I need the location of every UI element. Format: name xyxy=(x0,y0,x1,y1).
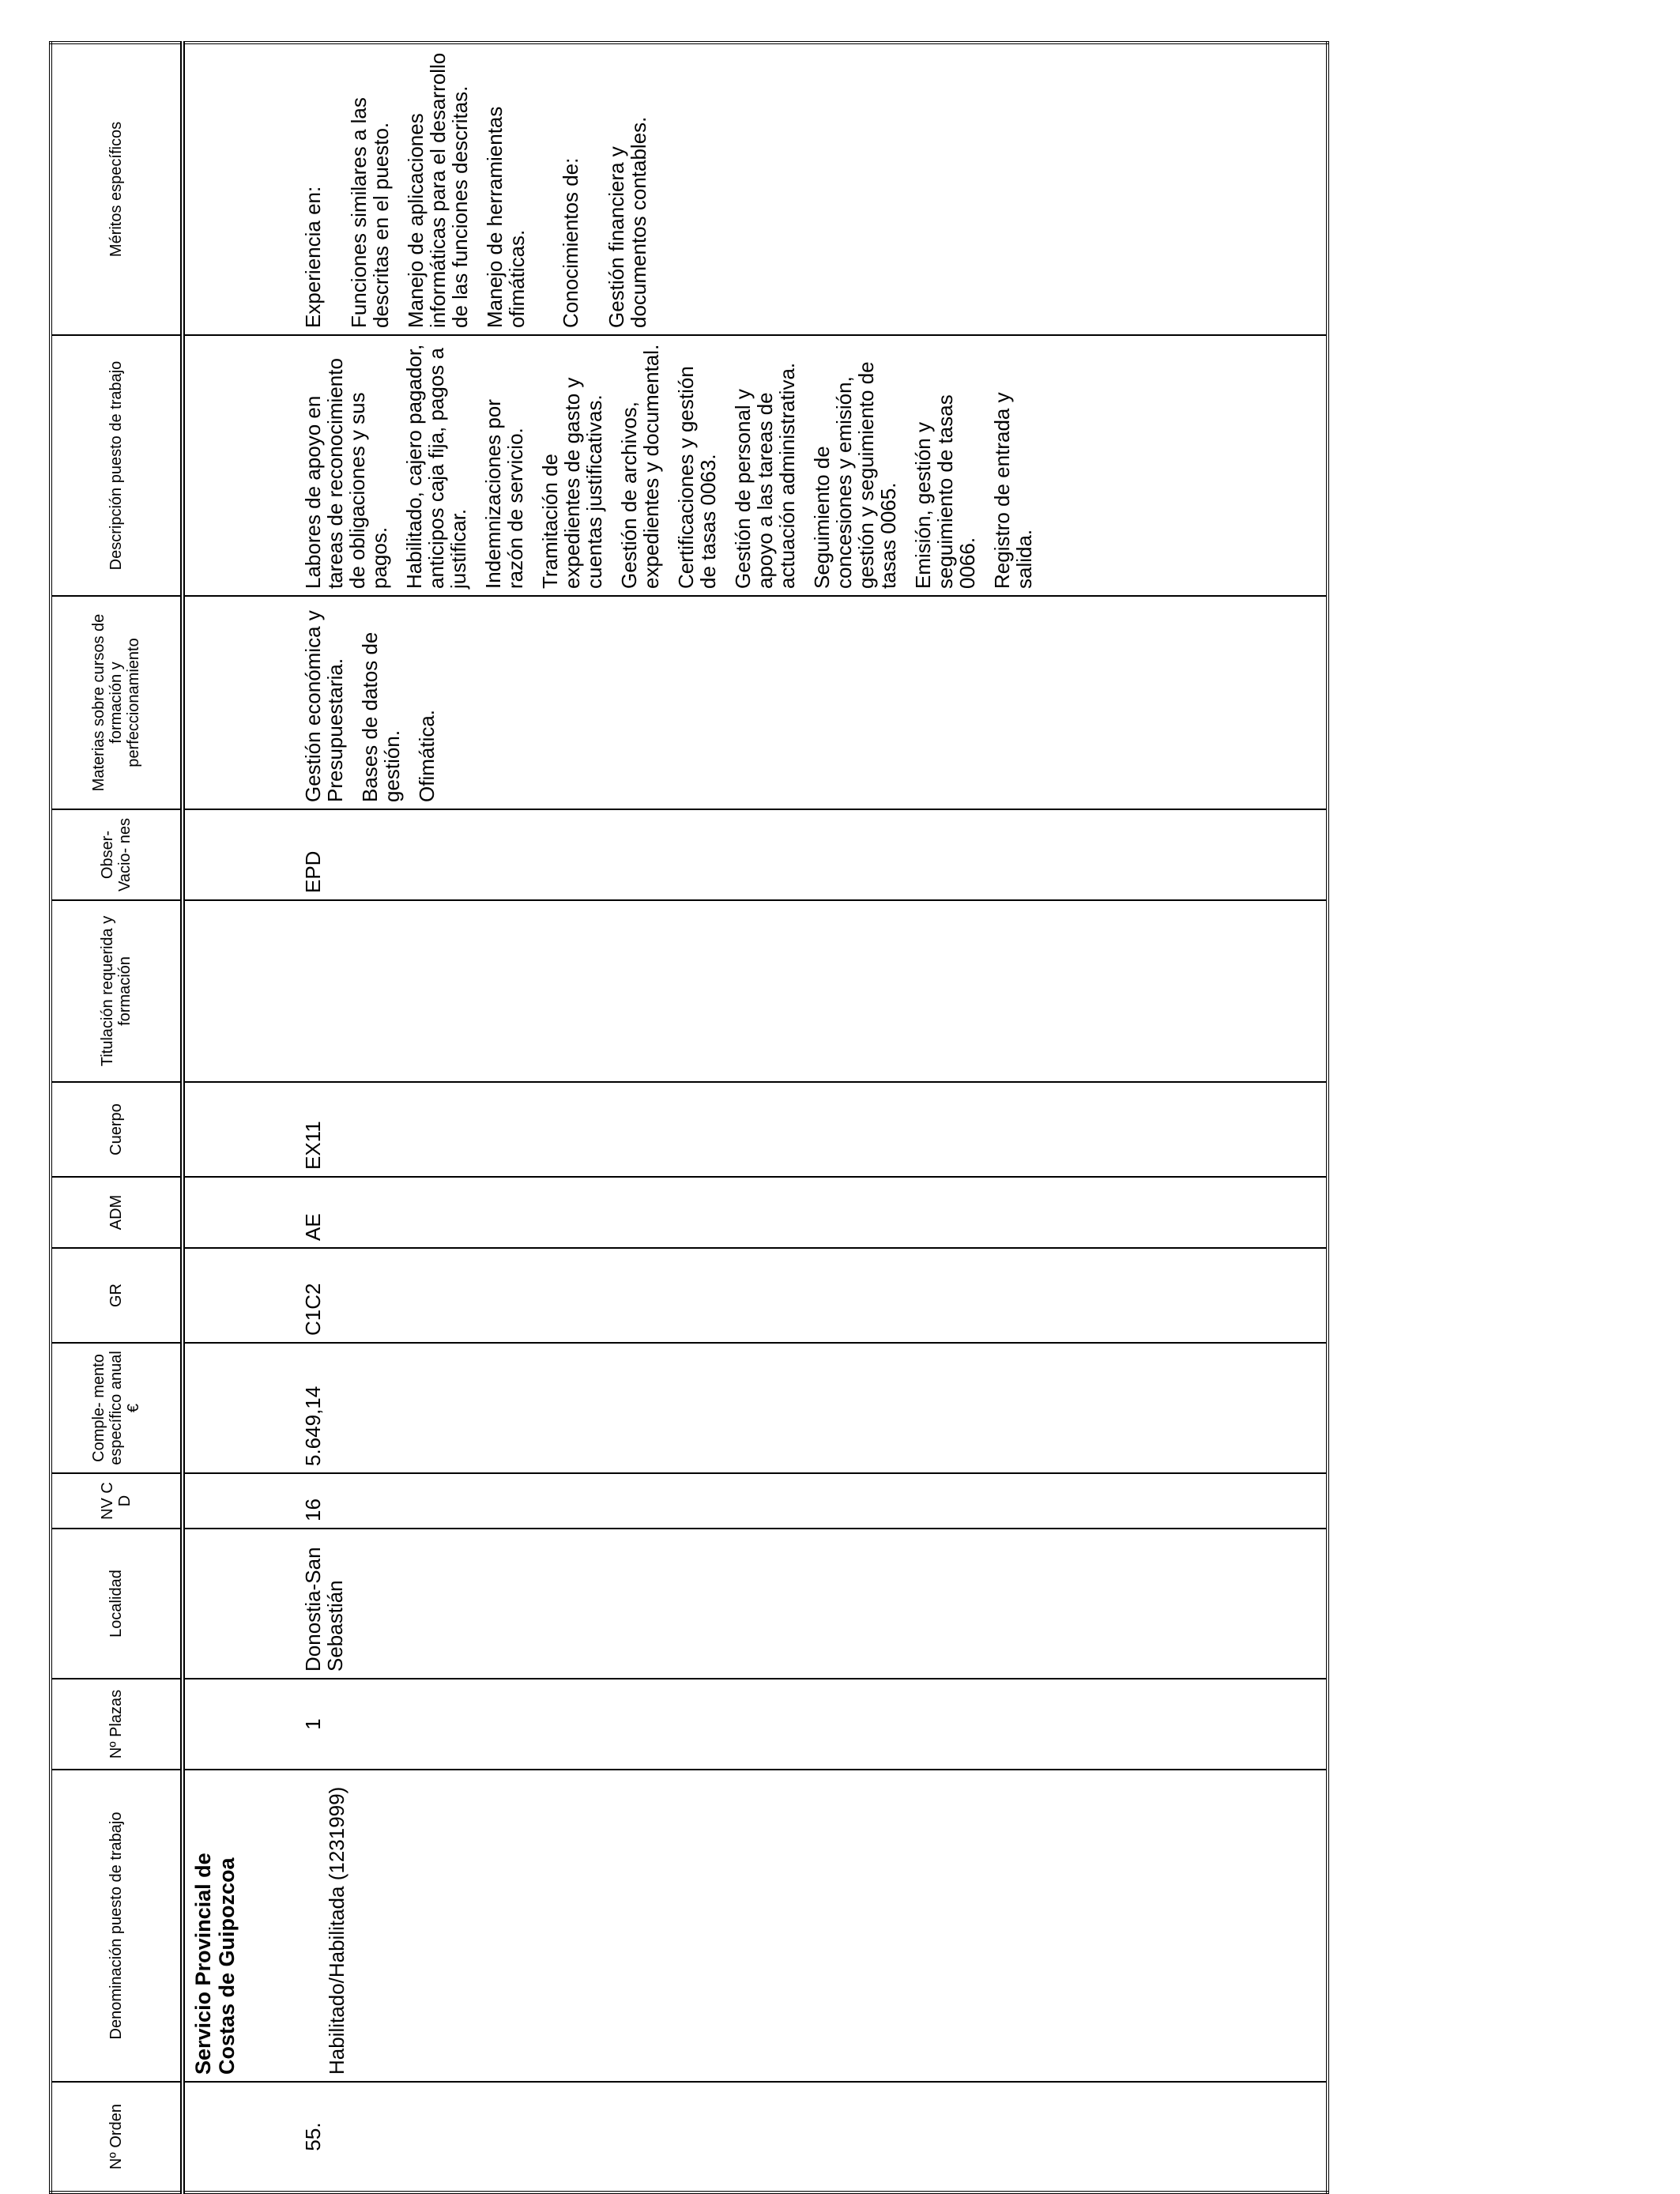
meritos-conocimientos-item: Gestión financiera y documentos contables. xyxy=(605,116,650,328)
descripcion-item: Seguimiento de concesiones y emisión, gestión y seguimiento de tasas 0065. xyxy=(810,361,900,589)
header-denominacion: Denominación puesto de trabajo xyxy=(51,1770,183,2082)
descripcion-item: Tramitación de expedientes de gasto y cuentas justificativas. xyxy=(538,377,606,589)
meritos-experiencia-item: Funciones similares a las descritas en el puesto. xyxy=(347,97,393,328)
header-orden: Nº Orden xyxy=(51,2082,183,2192)
cell-plazas xyxy=(183,1679,1328,1770)
cell-materias xyxy=(183,596,1328,809)
materias-item: Bases de datos de gestión. xyxy=(358,631,404,802)
section-title: Servicio Provincial de Costas de Guipozcoa xyxy=(191,1853,239,2075)
rotated-document-page xyxy=(49,28,1329,2194)
header-meritos: Méritos específicos xyxy=(51,43,183,335)
cell-denominacion xyxy=(183,1770,1328,2082)
job-positions-table xyxy=(49,41,1329,2194)
localidad-value: Donostia-San Sebastián xyxy=(301,1547,347,1672)
header-materias: Materias sobre cursos de formación y perfeccionamiento xyxy=(51,596,183,809)
materias-item: Ofimática. xyxy=(415,709,439,802)
header-observaciones: Obser- Vacio- nes xyxy=(51,809,183,900)
descripcion-item: Gestión de archivos, expedientes y documental. xyxy=(617,344,663,589)
cell-orden xyxy=(183,2082,1328,2192)
observaciones-value: EPD xyxy=(301,850,325,893)
materias-item: Gestión económica y Presupuestaria. xyxy=(301,610,347,802)
cell-titulacion xyxy=(183,900,1328,1082)
cell-descripcion xyxy=(183,335,1328,596)
cell-gr xyxy=(183,1248,1328,1343)
descripcion-item: Labores de apoyo en tareas de reconocimiento de obligaciones y sus pagos. xyxy=(301,358,391,589)
descripcion-item: Indemnizaciones por razón de servicio. xyxy=(481,399,527,589)
adm-value: AE xyxy=(301,1213,325,1241)
header-localidad: Localidad xyxy=(51,1529,183,1679)
meritos-experiencia-item: Manejo de herramientas ofimáticas. xyxy=(483,106,529,328)
cuerpo-value: EX11 xyxy=(301,1121,325,1170)
header-plazas: Nº Plazas xyxy=(51,1679,183,1770)
complemento-value: 5.649,14 xyxy=(301,1385,325,1466)
cell-cuerpo xyxy=(183,1082,1328,1177)
header-complemento: Comple- mento específico anual € xyxy=(51,1343,183,1473)
descripcion-item: Registro de entrada y salida. xyxy=(990,392,1036,589)
descripcion-item: Habilitado, cajero pagador, anticipos caja fija, pagos a justificar. xyxy=(402,344,470,589)
cell-ncd xyxy=(183,1473,1328,1529)
cell-meritos xyxy=(183,43,1328,335)
meritos-experiencia-item: Manejo de aplicaciones informáticas para el desarrollo de las funciones descritas. xyxy=(404,52,472,328)
cell-observaciones xyxy=(183,809,1328,900)
cell-localidad xyxy=(183,1529,1328,1679)
plazas-value: 1 xyxy=(301,1718,325,1730)
ncd-value: 16 xyxy=(301,1498,325,1521)
meritos-conocimientos-label: Conocimientos de: xyxy=(559,157,582,328)
table-row xyxy=(183,43,1328,2192)
orden-value: 55. xyxy=(301,2122,325,2151)
table-header-row xyxy=(51,43,183,2192)
cell-complemento xyxy=(183,1343,1328,1473)
descripcion-item: Gestión de personal y apoyo a las tareas de actuación administrativa. xyxy=(731,362,799,589)
header-descripcion: Descripción puesto de trabajo xyxy=(51,335,183,596)
header-gr: GR xyxy=(51,1248,183,1343)
header-cuerpo: Cuerpo xyxy=(51,1082,183,1177)
header-adm: ADM xyxy=(51,1177,183,1248)
header-titulacion: Titulación requerida y formación xyxy=(51,900,183,1082)
descripcion-item: Emisión, gestión y seguimiento de tasas 0066. xyxy=(911,394,979,589)
header-ncd: NV C D xyxy=(51,1473,183,1529)
gr-value: C1C2 xyxy=(301,1283,325,1336)
meritos-experiencia-label: Experiencia en: xyxy=(301,186,325,328)
cell-adm xyxy=(183,1177,1328,1248)
denominacion-value: Habilitado/Habilitada (1231999) xyxy=(325,1786,348,2075)
descripcion-item: Certificaciones y gestión de tasas 0063. xyxy=(674,366,720,589)
